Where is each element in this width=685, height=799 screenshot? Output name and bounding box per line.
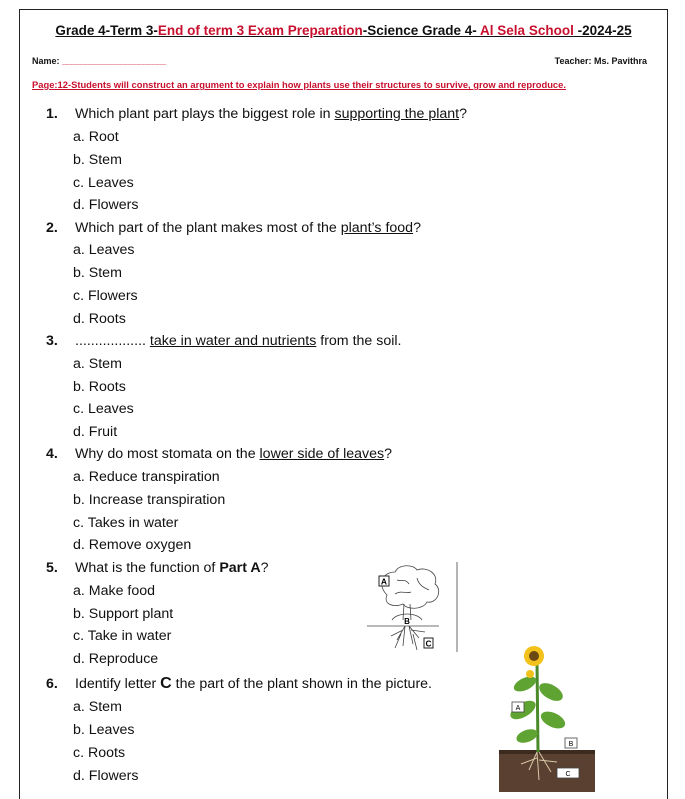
question-keyword: plant’s food [340,220,414,236]
question-5 [46,560,268,576]
name-line: _______________________ [62,56,166,66]
figure-label-a: A [380,576,388,587]
option-2c[interactable]: c. Flowers [73,288,138,304]
name-label: Name: [32,56,63,66]
figure2-label-a: A [515,705,521,712]
soil [499,750,595,792]
option-6a[interactable]: a. Stem [73,699,122,715]
stem [537,662,538,752]
figure2-label-b: B [568,741,574,748]
plant-line-drawing [347,560,467,660]
question-3 [46,333,401,349]
option-1b[interactable]: b. Stem [73,152,122,168]
question-keyword: C [160,675,172,692]
option-6b[interactable]: b. Leaves [73,722,135,738]
figure-label-b: B [404,617,410,626]
question-4 [46,446,392,462]
option-4b[interactable]: b. Increase transpiration [73,492,226,508]
option-2d[interactable]: d. Roots [73,311,126,327]
learning-objective: Page:12-Students will construct an argument to explain how plants use their structures to survive, grow and reproduce. [32,79,566,90]
title-school: Al Sela School [480,23,574,38]
question-keyword: lower side of leaves [259,446,385,462]
title-exam: End of term 3 Exam Preparation [157,23,363,38]
option-4a[interactable]: a. Reduce transpiration [73,469,220,485]
question-text: Why do most stomata on the [75,446,260,462]
option-5d[interactable]: d. Reproduce [73,651,159,667]
question-text-end: from the soil. [316,333,402,349]
question-text: What is the function of [75,560,220,576]
question-number: 4. [46,446,58,462]
question-text-end: the part of the plant shown in the picture. [171,676,433,692]
title-grade: Grade 4-Term 3- [55,23,158,38]
worksheet-page [19,9,668,799]
question-text: Identify letter [75,676,161,692]
figure2-label-c: C [565,771,571,778]
option-3c[interactable]: c. Leaves [73,401,134,417]
title-subject: -Science Grade 4- [362,23,481,38]
option-4d[interactable]: d. Remove oxygen [73,537,192,553]
teacher-label: Teacher: Ms. Pavithra [554,56,647,66]
option-5c[interactable]: c. Take in water [73,628,172,644]
question-keyword: Part A [219,560,261,576]
option-5b[interactable]: b. Support plant [73,606,174,622]
question-blank[interactable]: .................. [75,333,150,349]
question-text: Which plant part plays the biggest role in [75,106,335,122]
question-number: 3. [46,333,58,349]
question-2 [46,220,421,236]
option-6d[interactable]: d. Flowers [73,768,139,784]
question-number: 5. [46,560,58,576]
question-number: 6. [46,676,58,692]
option-5a[interactable]: a. Make food [73,583,156,599]
option-1c[interactable]: c. Leaves [73,175,134,191]
option-6c[interactable]: c. Roots [73,745,126,761]
figure-label-c: C [425,639,432,649]
option-2b[interactable]: b. Stem [73,265,122,281]
option-3a[interactable]: a. Stem [73,356,122,372]
question-keyword: take in water and nutrients [149,333,317,349]
option-3b[interactable]: b. Roots [73,379,126,395]
sunflower-picture [485,642,595,792]
question-number: 1. [46,106,58,122]
option-1d[interactable]: d. Flowers [73,197,139,213]
question-text-end: ? [384,446,393,462]
question-keyword: supporting the plant [334,106,460,122]
option-4c[interactable]: c. Takes in water [73,515,179,531]
name-field[interactable] [32,56,166,66]
option-2a[interactable]: a. Leaves [73,242,135,258]
page-title [20,23,667,38]
question-text-end: ? [459,106,467,122]
question-6 [46,675,432,693]
title-year: -2024-25 [573,23,632,38]
question-number: 2. [46,220,58,236]
question-text: Which part of the plant makes most of the [75,220,341,236]
option-3d[interactable]: d. Fruit [73,424,118,440]
option-1a[interactable]: a. Root [73,129,119,145]
question-text-end: ? [260,560,269,576]
question-1 [46,106,467,122]
question-text-end: ? [413,220,421,236]
